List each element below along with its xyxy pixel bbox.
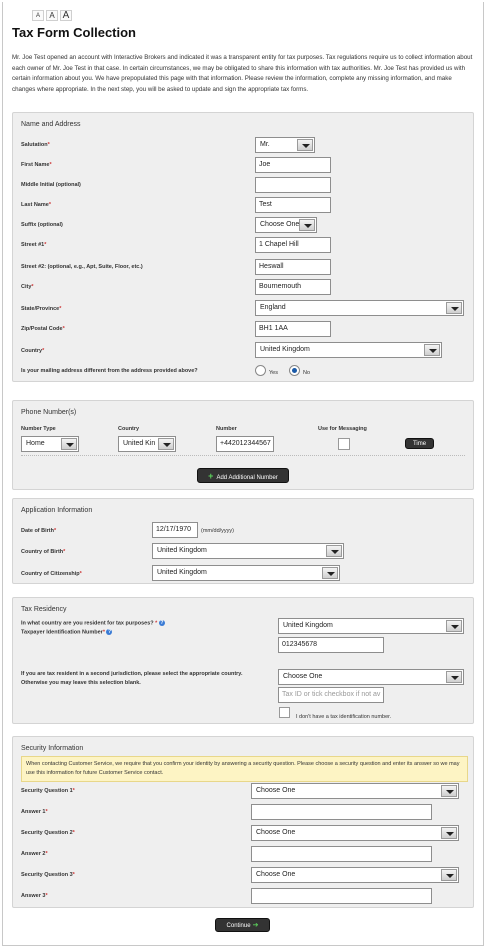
security-q1-label: Security Question 1*	[21, 788, 75, 794]
mailing-no-radio[interactable]	[289, 365, 300, 376]
col-number-type: Number Type	[21, 426, 56, 432]
answer1-label: Answer 1*	[21, 809, 48, 815]
city-field[interactable]: Bournemouth	[255, 279, 331, 295]
no-tin-label: I don't have a tax identification number.	[296, 714, 392, 720]
salutation-select[interactable]: Mr.	[255, 137, 315, 153]
help-icon[interactable]: ?	[160, 620, 164, 626]
country-select[interactable]: United Kingdom	[255, 342, 442, 358]
phone-section	[12, 400, 474, 490]
middle-initial-label: Middle Initial (optional)	[21, 182, 81, 188]
last-name-label: Last Name*	[21, 202, 51, 208]
help-icon[interactable]: ?	[107, 629, 112, 635]
answer3-label: Answer 3*	[21, 893, 48, 899]
country-of-citizenship-label: Country of Citizenship*	[21, 571, 82, 577]
chevron-down-icon	[158, 438, 174, 450]
dob-hint: (mm/dd/yyyy)	[201, 528, 234, 534]
add-number-button[interactable]: + Add Additional Number	[197, 468, 289, 483]
plus-icon: +	[208, 471, 214, 481]
use-for-messaging-checkbox[interactable]	[338, 438, 350, 450]
first-name-field[interactable]: Joe	[255, 157, 331, 173]
arrow-right-icon: ➔	[252, 922, 259, 929]
font-small-button[interactable]: A	[32, 10, 44, 21]
section-title: Security Information	[21, 745, 84, 752]
number-type-select[interactable]: Home	[21, 436, 79, 452]
chevron-down-icon	[446, 620, 462, 632]
street2-label: Street #2: (optional, e.g., Apt, Suite, Floor, etc.)	[21, 264, 143, 270]
security-q3-select[interactable]: Choose One	[251, 867, 459, 883]
section-title: Phone Number(s)	[21, 409, 77, 416]
no-label: No	[303, 370, 311, 376]
second-tin-field[interactable]: Tax ID or tick checkbox if not av	[278, 687, 384, 703]
resident-question: In what country are you resident for tax purposes? * ?	[21, 620, 164, 627]
zip-label: Zip/Postal Code*	[21, 326, 65, 332]
tax-resident-country-select[interactable]: United Kingdom	[278, 618, 464, 634]
phone-country-select[interactable]: United Kin	[118, 436, 176, 452]
col-messaging: Use for Messaging	[318, 426, 367, 432]
dob-field[interactable]: 12/17/1970	[152, 522, 198, 538]
chevron-down-icon	[441, 785, 457, 797]
security-q1-select[interactable]: Choose One	[251, 783, 459, 799]
answer1-field[interactable]	[251, 804, 432, 820]
security-notice: When contacting Customer Service, we require that you confirm your identity by answering a security question. Please choose a security question and enter its answer so we may use this information for future Customer Service contact.	[21, 756, 468, 782]
section-title: Application Information	[21, 507, 93, 514]
security-section	[12, 736, 474, 908]
name-address-section	[12, 112, 474, 382]
chevron-down-icon	[441, 869, 457, 881]
state-select[interactable]: England	[255, 300, 464, 316]
time-button[interactable]: Time	[405, 438, 434, 449]
city-label: City*	[21, 284, 34, 290]
state-label: State/Province*	[21, 306, 62, 312]
chevron-down-icon	[441, 827, 457, 839]
chevron-down-icon	[297, 139, 313, 151]
country-of-citizenship-select[interactable]: United Kingdom	[152, 565, 340, 581]
security-q2-label: Security Question 2*	[21, 830, 75, 836]
page-title: Tax Form Collection	[12, 25, 136, 40]
security-q3-label: Security Question 3*	[21, 872, 75, 878]
chevron-down-icon	[61, 438, 77, 450]
phone-number-field[interactable]: +442012344567	[216, 436, 274, 452]
suffix-label: Suffix (optional)	[21, 222, 63, 228]
intro-text: Mr. Joe Test opened an account with Interactive Brokers and indicated it was a transparent entity for tax purposes. Tax regulations require us to collect information about each owner of Mr. Joe Test in that case. In certain circumstances, we may be obligated to share this information with tax authorities. Mr. Joe Test has provided us with certain information about you. We have prepopulated this page with that information. Please review the information, complete any missing information, and make changes where appropriate. In the next step, you will be asked to update and sign the appropriate tax forms.	[12, 54, 473, 93]
security-q2-select[interactable]: Choose One	[251, 825, 459, 841]
second-country-select[interactable]: Choose One	[278, 669, 464, 685]
chevron-down-icon	[326, 545, 342, 557]
mailing-question: Is your mailing address different from the address provided above?	[21, 368, 198, 374]
chevron-down-icon	[446, 302, 462, 314]
font-size-controls	[32, 10, 72, 21]
font-large-button[interactable]: A	[60, 10, 72, 21]
col-country: Country	[118, 426, 140, 432]
zip-field[interactable]: BH1 1AA	[255, 321, 331, 337]
middle-initial-field[interactable]	[255, 177, 331, 193]
street1-field[interactable]: 1 Chapel Hill	[255, 237, 331, 253]
section-title: Name and Address	[21, 121, 81, 128]
dob-label: Date of Birth*	[21, 528, 57, 534]
section-title: Tax Residency	[21, 606, 67, 613]
chevron-down-icon	[446, 671, 462, 683]
street1-label: Street #1*	[21, 242, 47, 248]
chevron-down-icon	[424, 344, 440, 356]
salutation-label: Salutation*	[21, 142, 50, 148]
country-of-birth-select[interactable]: United Kingdom	[152, 543, 344, 559]
second-jurisdiction-text-1: If you are tax resident in a second jurisdiction, please select the appropriate country.	[21, 671, 243, 677]
col-number: Number	[216, 426, 237, 432]
continue-button[interactable]: Continue ➔	[215, 918, 270, 932]
chevron-down-icon	[299, 219, 315, 231]
answer2-field[interactable]	[251, 846, 432, 862]
suffix-select[interactable]: Choose One	[255, 217, 317, 233]
street2-field[interactable]: Heswall	[255, 259, 331, 275]
tin-field[interactable]: 012345678	[278, 637, 384, 653]
last-name-field[interactable]: Test	[255, 197, 331, 213]
tin-label: Taxpayer Identification Number* ?	[21, 629, 112, 636]
tax-residency-section	[12, 597, 474, 724]
divider	[21, 455, 465, 456]
country-label: Country*	[21, 348, 45, 354]
yes-label: Yes	[269, 370, 278, 376]
answer3-field[interactable]	[251, 888, 432, 904]
mailing-yes-radio[interactable]	[255, 365, 266, 376]
application-section	[12, 498, 474, 584]
second-jurisdiction-text-2: Otherwise you may leave this selection blank.	[21, 680, 141, 686]
font-medium-button[interactable]: A	[46, 10, 58, 21]
chevron-down-icon	[322, 567, 338, 579]
answer2-label: Answer 2*	[21, 851, 48, 857]
country-of-birth-label: Country of Birth*	[21, 549, 66, 555]
first-name-label: First Name*	[21, 162, 52, 168]
no-tin-checkbox[interactable]	[279, 707, 290, 718]
